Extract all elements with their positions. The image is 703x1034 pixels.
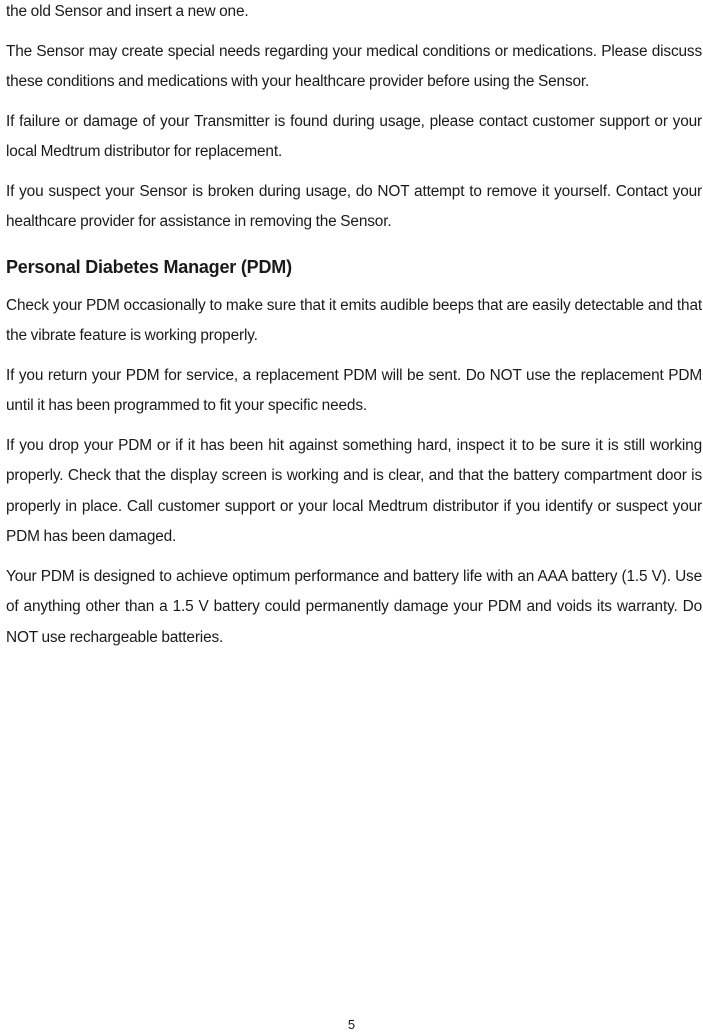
paragraph-continuation: the old Sensor and insert a new one. (6, 3, 249, 20)
paragraph-sensor-broken: If you suspect your Sensor is broken during usage, do NOT attempt to remove it yourself. Contact your healthcare provider for assistance in removing the Sensor. (6, 182, 702, 230)
section-heading-pdm: Personal Diabetes Manager (PDM) (6, 256, 292, 277)
paragraph-pdm-battery: Your PDM is designed to achieve optimum performance and battery life with an AAA battery (1.5 V). Use of anything other than a 1.5 V battery could permanently damage your PDM and voids its warranty. Do NOT use rechargeable batteries. (6, 567, 702, 646)
paragraph-pdm-service: If you return your PDM for service, a replacement PDM will be sent. Do NOT use the replacement PDM until it has been programmed to fit your specific needs. (6, 366, 702, 414)
paragraph-pdm-beeps: Check your PDM occasionally to make sure that it emits audible beeps that are easily detectable and that the vibrate feature is working properly. (6, 296, 702, 344)
paragraph-sensor-special-needs: The Sensor may create special needs regarding your medical conditions or medications. Please discuss these conditions and medications with your healthcare provider before using the Sensor. (6, 42, 702, 90)
page-content (6, 0, 702, 653)
paragraph-transmitter-damage: If failure or damage of your Transmitter is found during usage, please contact customer support or your local Medtrum distributor for replacement. (6, 112, 702, 160)
paragraph-pdm-drop: If you drop your PDM or if it has been hit against something hard, inspect it to be sure it is still working properly. Check that the display screen is working and is clear, and that the battery compartment door is properly in place. Call customer support or your local Medtrum distributor if you identify or suspect your PDM has been damaged. (6, 436, 702, 545)
page-number: 5 (347, 1017, 356, 1032)
